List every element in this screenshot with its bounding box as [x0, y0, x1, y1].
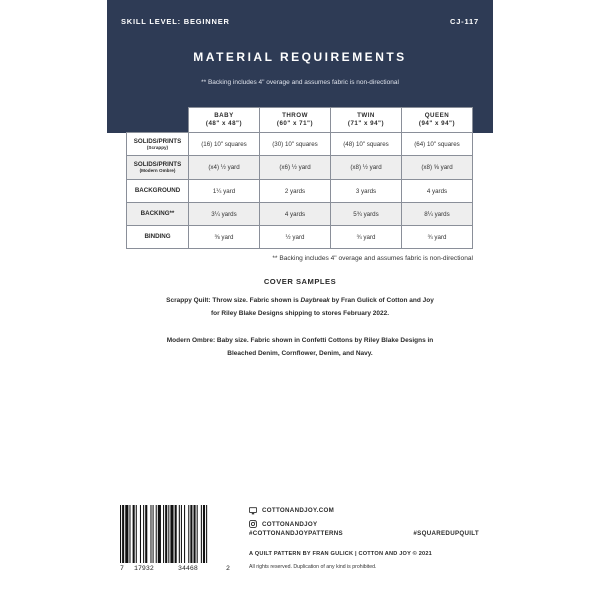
table-row	[127, 203, 473, 226]
table-cell: 4 yards	[260, 203, 331, 226]
social-links	[249, 504, 334, 531]
material-requirements-table	[126, 107, 473, 249]
table-cell: ⅜ yard	[189, 226, 260, 249]
cover-samples-title: COVER SAMPLES	[263, 277, 337, 286]
column-header-queen: QUEEN (94" x 94")	[402, 108, 473, 133]
row-header: SOLIDS/PRINTS (Scrappy)	[127, 133, 189, 156]
table-cell: ½ yard	[260, 226, 331, 249]
backing-note-bottom: ** Backing includes 4" overage and assumes fabric is non-directional	[272, 255, 473, 262]
website-label: COTTONANDJOY.COM	[262, 507, 335, 515]
table-row	[127, 180, 473, 203]
table-cell: (x6) ½ yard	[260, 156, 331, 180]
hashtag-squaredupquilt[interactable]: #SQUAREDUPQUILT	[413, 530, 479, 537]
hashtag-patterns[interactable]: #COTTONANDJOYPATTERNS	[249, 530, 343, 537]
table-cell: 3 yards	[331, 180, 402, 203]
row-header: SOLIDS/PRINTS (Modern Ombre)	[127, 156, 189, 180]
monitor-icon	[249, 507, 257, 515]
row-header: BACKING**	[127, 203, 189, 226]
table-cell: 3¼ yards	[189, 203, 260, 226]
table-row	[127, 156, 473, 180]
column-header-baby: BABY (48" x 48")	[189, 108, 260, 133]
instagram-row[interactable]	[249, 518, 334, 532]
instagram-icon	[249, 520, 257, 528]
table-cell: ¾ yard	[402, 226, 473, 249]
modern-ombre-description: Modern Ombre: Baby size. Fabric shown in Confetti Cottons by Riley Blake Designs in Bleached Denim, Cornflower, Denim, and Navy.	[166, 337, 434, 357]
table-row	[127, 133, 473, 156]
table-cell: 5¾ yards	[331, 203, 402, 226]
table-cell: 4 yards	[402, 180, 473, 203]
table-cell: (48) 10" squares	[331, 133, 402, 156]
skill-level: SKILL LEVEL: BEGINNER	[121, 17, 230, 26]
column-header-throw: THROW (60" x 71")	[260, 108, 331, 133]
table-cell: (x4) ½ yard	[189, 156, 260, 180]
pattern-credit: A QUILT PATTERN BY FRAN GULICK | COTTON AND JOY © 2021	[249, 551, 432, 557]
table-cell: ¾ yard	[331, 226, 402, 249]
material-requirements-title: MATERIAL REQUIREMENTS	[193, 50, 407, 64]
table-cell: 8¼ yards	[402, 203, 473, 226]
website-row[interactable]	[249, 504, 334, 518]
table-cell: (16) 10" squares	[189, 133, 260, 156]
row-header: BACKGROUND	[127, 180, 189, 203]
instagram-label: COTTONANDJOY	[262, 520, 318, 528]
pattern-back-cover: SKILL LEVEL: BEGINNER CJ-117 MATERIAL REQUIREMENTS ** Backing includes 4" overage and assumes fabric is non-directional BABY (48" x 48") THROW (60" x 71") TWIN (71" x 94") QUEEN (94" x 94") SOLIDS/PRINTS (Scrappy) (16) 10" squares (30) 10" squares (48) 10" squares (64) 10" squares SOLIDS/PRINTS (Modern Ombre) (x4) ½ yard (x6) ½ yard (x8) ½ yard (x8) ⅝ yard BACKGROUND 1¼ yard 2 yards 3 yards 4 yards BACKING** 3¼ yards 4 yards 5¾ yards 8¼ yards BINDING ⅜ yard ½ yard ¾ yard ¾ yard ** Backing includes 4" overage and assumes fabric is non-directional COVER SAMPLES Scrappy Quilt: Throw size. Fabric shown is Daybreak by Fran Gulick of Cotton and Joy for Riley Blake Designs shipping to stores February 2022. Modern Ombre: Baby size. Fabric shown in Confetti Cottons by Riley Blake Designs in Bleached Denim, Cornflower, Denim, and Navy. 7 17932 34468 2 COTTONANDJOY.COM COTTONANDJOY #COTTONANDJOYPATTERNS #SQUAREDUPQUILT A QUILT PATTERN BY FRAN GULICK | COTTON AND JOY © 2021 All rights reserved. Duplication of any kind is prohibited.	[107, 0, 493, 600]
backing-note-top: ** Backing includes 4" overage and assumes fabric is non-directional	[201, 79, 399, 86]
column-header-twin: TWIN (71" x 94")	[331, 108, 402, 133]
hashtags	[249, 530, 479, 537]
table-cell: (64) 10" squares	[402, 133, 473, 156]
table-corner	[127, 108, 189, 133]
row-header: BINDING	[127, 226, 189, 249]
table-cell: 2 yards	[260, 180, 331, 203]
scrappy-quilt-description: Scrappy Quilt: Throw size. Fabric shown is Daybreak by Fran Gulick of Cotton and Joy for Riley Blake Designs shipping to stores February 2022.	[166, 297, 434, 317]
table-cell: (x8) ⅝ yard	[402, 156, 473, 180]
pattern-code: CJ-117	[450, 17, 479, 26]
table-cell: (30) 10" squares	[260, 133, 331, 156]
table-row	[127, 226, 473, 249]
table-cell: (x8) ½ yard	[331, 156, 402, 180]
table-cell: 1¼ yard	[189, 180, 260, 203]
rights-notice: All rights reserved. Duplication of any kind is prohibited.	[249, 564, 377, 570]
barcode	[120, 505, 232, 563]
